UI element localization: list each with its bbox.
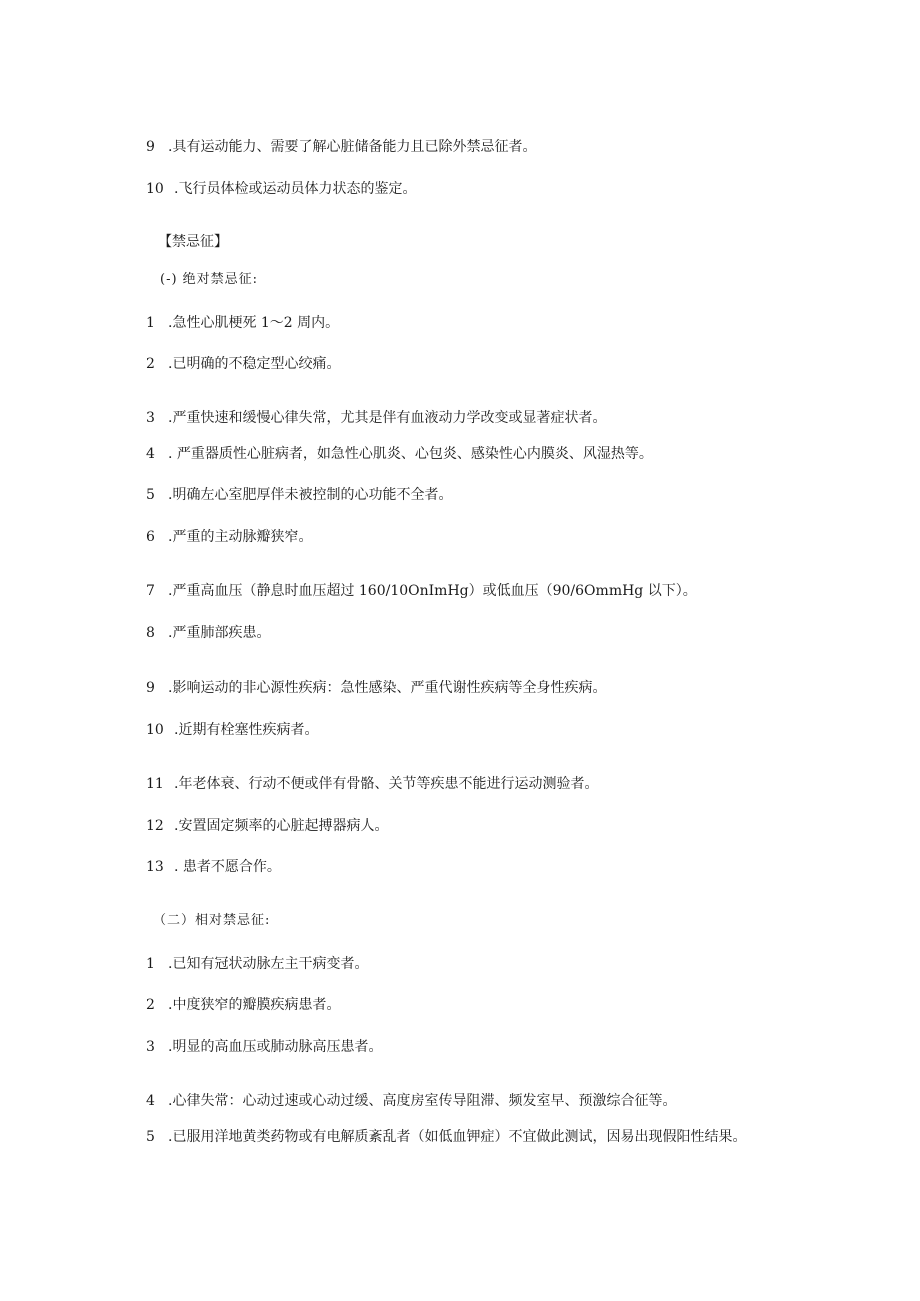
item-text: . 严重器质性心脏病者，如急性心肌炎、心包炎、感染性心内膜炎、风湿热等。 [168,446,653,462]
item-number: 2 [146,997,155,1013]
list-item [146,582,697,600]
list-item [146,775,598,793]
list-item [146,1092,676,1110]
item-number: 3 [146,410,155,426]
item-number: 5 [146,1129,155,1145]
item-number: 9 [146,680,155,696]
list-item [146,355,340,373]
list-item [146,138,536,156]
section-heading: 【禁忌征】 [158,234,228,250]
item-number: 4 [146,1093,155,1109]
item-text: .飞行员体检或运动员体力状态的鉴定。 [174,181,417,197]
item-number: 10 [146,722,164,738]
item-number: 11 [146,776,164,792]
item-text: .近期有栓塞性疾病者。 [174,722,319,738]
subsection-title-absolute: (-) 绝对禁忌征: [160,272,259,287]
list-item [146,721,318,739]
item-text: .已明确的不稳定型心绞痛。 [168,356,341,372]
list-item [146,858,281,876]
item-text: .急性心肌梗死 1～2 周内。 [168,315,340,331]
list-item [146,180,416,198]
list-item [146,817,388,835]
item-text: .已知有冠状动脉左主干病变者。 [168,956,369,972]
item-number: 1 [146,956,155,972]
list-item [146,996,340,1014]
item-text: .严重快速和缓慢心律失常，尤其是伴有血液动力学改变或显著症状者。 [168,410,607,426]
item-number: 4 [146,446,155,462]
item-text: .严重高血压（静息时血压超过 160/10OnImHg）或低血压（90/6OmmHg 以下）。 [168,583,697,599]
list-item [146,486,452,504]
item-text: .影响运动的非心源性疾病：急性感染、严重代谢性疾病等全身性疾病。 [168,680,607,696]
item-text: .心律失常：心动过速或心动过缓、高度房室传导阻滞、频发室早、预激综合征等。 [168,1093,677,1109]
list-item [146,445,653,463]
item-text: .具有运动能力、需要了解心脏储备能力且已除外禁忌征者。 [168,139,537,155]
list-item [146,1038,382,1056]
item-text: .明确左心室肥厚伴未被控制的心功能不全者。 [168,487,453,503]
item-number: 10 [146,181,164,197]
list-item [146,409,606,427]
item-number: 7 [146,583,155,599]
item-text: .已服用洋地黄类药物或有电解质紊乱者（如低血钾症）不宜做此测试，因易出现假阳性结果。 [168,1129,747,1145]
list-item [146,528,312,546]
item-text: .中度狭窄的瓣膜疾病患者。 [168,997,341,1013]
item-text: .严重肺部疾患。 [168,625,271,641]
list-item [146,624,270,642]
item-number: 1 [146,315,155,331]
list-item [146,679,606,697]
item-number: 5 [146,487,155,503]
item-number: 2 [146,356,155,372]
item-text: .年老体衰、行动不便或伴有骨骼、关节等疾患不能进行运动测验者。 [174,776,599,792]
item-number: 9 [146,139,155,155]
item-number: 3 [146,1039,155,1055]
subsection-title-relative: （二）相对禁忌征: [153,913,271,928]
item-number: 8 [146,625,155,641]
item-text: .严重的主动脉瓣狭窄。 [168,529,313,545]
list-item [146,314,339,332]
item-text: .安置固定频率的心脏起搏器病人。 [174,818,389,834]
item-number: 13 [146,859,164,875]
list-item [146,1128,746,1146]
item-text: .明显的高血压或肺动脉高压患者。 [168,1039,383,1055]
item-number: 12 [146,818,164,834]
item-number: 6 [146,529,155,545]
item-text: . 患者不愿合作。 [174,859,281,875]
list-item [146,955,368,973]
